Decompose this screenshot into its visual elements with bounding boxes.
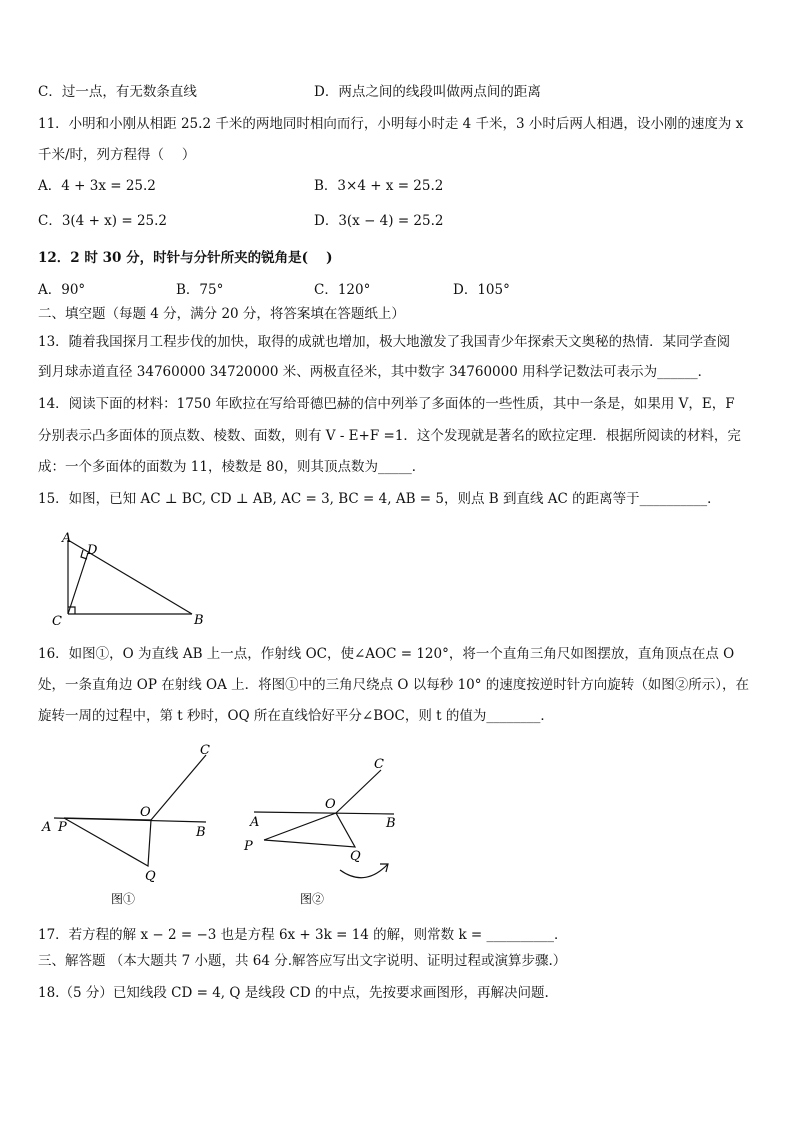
q14-line2: 分别表示凸多面体的顶点数、棱数、面数，则有 V - E+F =1．这个发现就是著名的欧拉定理．根据所阅读的材料，完 bbox=[38, 428, 741, 444]
rotation-arrow bbox=[340, 864, 388, 878]
q16-line1: 16．如图①，O 为直线 AB 上一点，作射线 OC，使∠AOC = 120°，将一个直角三角尺如图摆放，直角顶点在点 O bbox=[38, 646, 735, 662]
q11-option-d: D．3(x − 4) = 25.2 bbox=[314, 213, 444, 229]
label-a: A bbox=[62, 531, 72, 546]
rotated-set-square bbox=[264, 813, 355, 847]
fig2-label-o: O bbox=[325, 797, 336, 812]
q16-figure-2 bbox=[240, 752, 420, 908]
q10-option-c: C．过一点，有无数条直线 bbox=[38, 84, 197, 100]
q12-option-b: B．75° bbox=[176, 282, 224, 298]
fig1-label-c: C bbox=[200, 743, 210, 758]
q13-line2: 到月球赤道直径 34760000 34720000 米、两极直径米，其中数字 34760000 用科学记数法可表示为______． bbox=[38, 364, 712, 380]
q10-option-d: D．两点之间的线段叫做两点间的距离 bbox=[314, 84, 541, 100]
segment-cd bbox=[68, 553, 88, 614]
fig1-label-q: Q bbox=[145, 869, 156, 884]
q11-stem-line1: 11．小明和小刚从相距 25.2 千米的两地同时相向而行，小明每小时走 4 千米，3 小时后两人相遇，设小刚的速度为 x bbox=[38, 116, 744, 132]
q11-option-b: B．3×4 + x = 25.2 bbox=[314, 178, 444, 194]
q12-option-a: A．90° bbox=[38, 282, 86, 298]
fig2-label-b: B bbox=[386, 816, 396, 831]
q14-line1: 14．阅读下面的材料：1750 年欧拉在写给哥德巴赫的信中列举了多面体的一些性质，其中一条是，如果用 V，E，F bbox=[38, 396, 735, 412]
q16-figure-1 bbox=[38, 738, 228, 908]
q14-line3: 成：一个多面体的面数为 11，棱数是 80，则其顶点数为_____． bbox=[38, 459, 426, 475]
fig1-caption: 图① bbox=[111, 892, 136, 906]
q15-triangle-figure bbox=[40, 528, 220, 633]
fig2-label-a: A bbox=[250, 815, 260, 830]
q12-option-d: D．105° bbox=[453, 282, 510, 298]
q16-line3: 旋转一周的过程中，第 t 秒时，OQ 所在直线恰好平分∠BOC，则 t 的值为________． bbox=[38, 708, 554, 724]
fig1-label-b: B bbox=[196, 825, 206, 840]
fig2-caption: 图② bbox=[300, 892, 325, 906]
q17-stem: 17．若方程的解 x − 2 = −3 也是方程 6x + 3k = 14 的解，则常数 k = __________． bbox=[38, 927, 568, 943]
label-c: C bbox=[52, 614, 62, 629]
ray-oc bbox=[151, 755, 206, 820]
fig1-label-o: O bbox=[140, 805, 151, 820]
q12-option-c: C．120° bbox=[314, 282, 371, 298]
fig1-label-p: P bbox=[58, 820, 67, 835]
fig2-label-p: P bbox=[244, 839, 253, 854]
label-d: D bbox=[87, 543, 98, 558]
q16-line2: 处，一条直角边 OP 在射线 OA 上．将图①中的三角尺绕点 O 以每秒 10° 的速度按逆时针方向旋转（如图②所示），在 bbox=[38, 677, 750, 693]
section-3-heading: 三、解答题 （本大题共 7 小题，共 64 分.解答应写出文字说明、证明过程或演算步骤.） bbox=[38, 953, 567, 969]
section-2-heading: 二、填空题（每题 4 分，满分 20 分，将答案填在答题纸上） bbox=[38, 306, 405, 322]
q18-stem: 18.（5 分）已知线段 CD = 4, Q 是线段 CD 的中点，先按要求画图形，再解决问题. bbox=[38, 985, 549, 1001]
fig2-label-q: Q bbox=[350, 849, 361, 864]
q11-option-c: C．3(4 + x) = 25.2 bbox=[38, 213, 168, 229]
q15-stem: 15．如图，已知 AC ⊥ BC, CD ⊥ AB, AC = 3, BC = 4, AB = 5，则点 B 到直线 AC 的距离等于__________． bbox=[38, 491, 721, 507]
fig1-label-a: A bbox=[42, 820, 52, 835]
q11-stem-line2: 千米/时，列方程得（ ） bbox=[38, 147, 196, 163]
label-b: B bbox=[194, 613, 204, 628]
line-ab bbox=[254, 812, 394, 814]
q11-option-a: A．4 + 3x = 25.2 bbox=[38, 178, 156, 194]
ray-oc bbox=[336, 770, 381, 813]
q13-line1: 13．随着我国探月工程步伐的加快，取得的成就也增加，极大地激发了我国青少年探索天文奥秘的热情．某同学查阅 bbox=[38, 334, 731, 350]
set-square bbox=[64, 818, 151, 866]
q12-stem: 12．2 时 30 分，时针与分针所夹的锐角是( ) bbox=[38, 250, 333, 266]
fig2-label-c: C bbox=[374, 757, 384, 772]
